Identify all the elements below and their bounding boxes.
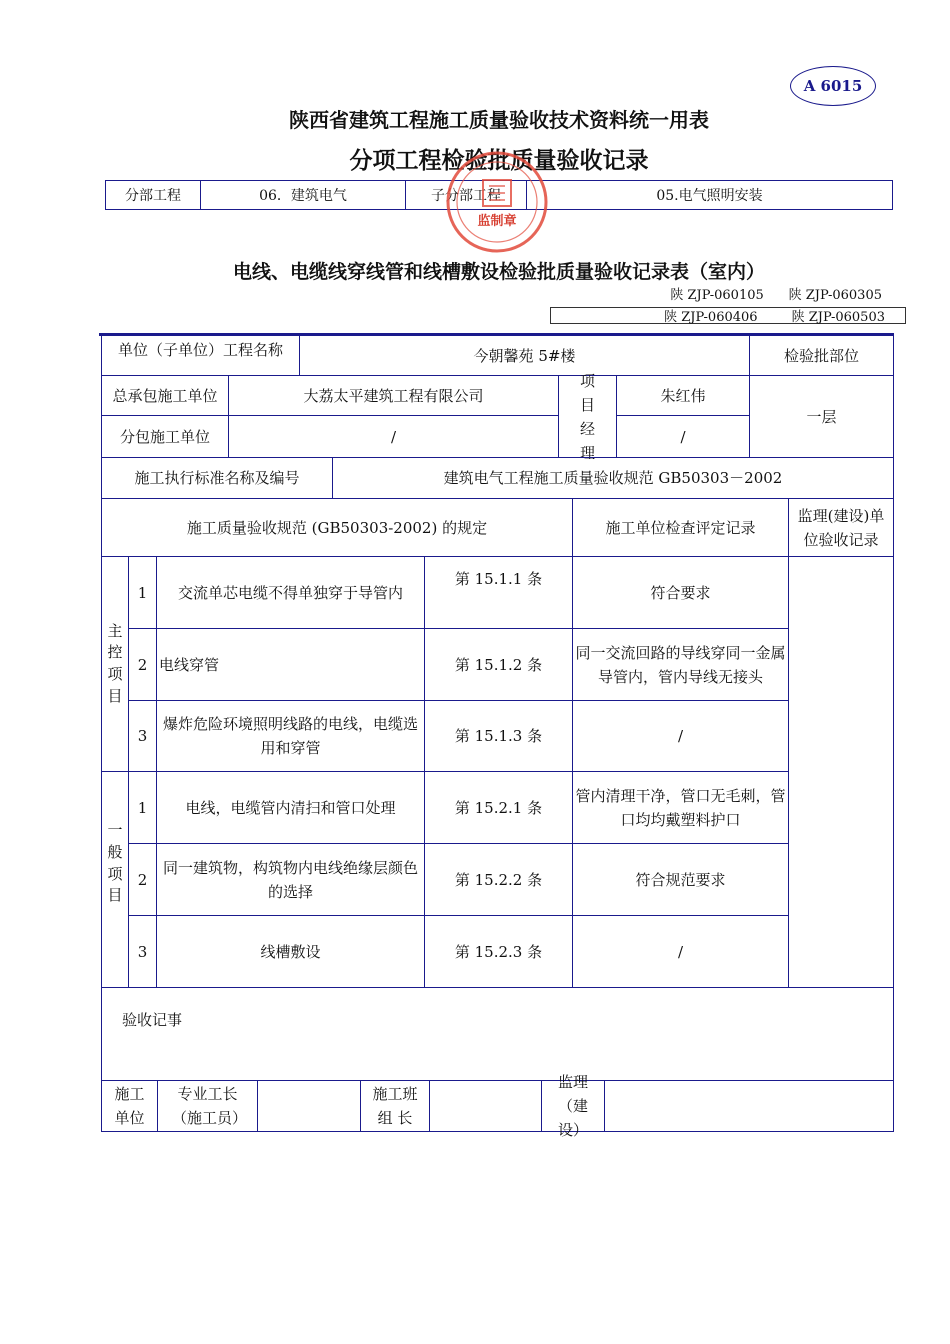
team-leader-label: 施工班组 长 [360,1080,430,1132]
batch-location-label: 检验批部位 [749,335,894,376]
item-number: 2 [128,843,157,916]
standard: 建筑电气工程施工质量验收规范 GB50303－2002 [332,457,894,499]
standard-codes-row2: 陕 ZJP-060406 陕 ZJP-060503 [550,307,906,324]
seal-label: 监制章 [477,214,517,229]
item-description: 交流单芯电缆不得单独穿于导管内 [156,556,425,629]
standard-codes-row1: 陕 ZJP-060105 陕 ZJP-060305 [670,288,882,303]
sub-project-manager: / [616,415,750,458]
item-number: 1 [128,771,157,844]
project-manager-label: 项目经理 [558,375,617,458]
project-name: 今朝馨苑 5#楼 [299,335,750,376]
main-control-group-label: 主 控 项 目 [101,556,129,772]
item-clause: 第 15.2.3 条 [424,915,573,988]
supervision-seal [445,150,549,254]
division-value: 06．建筑电气 [201,181,406,209]
foreman-label: 专业工长（施工员） [157,1080,258,1132]
item-number: 3 [128,915,157,988]
spec-header: 施工质量验收规范 (GB50303-2002) 的规定 [101,498,573,557]
general-group-label: 一 般 项 目 [101,771,129,988]
form-number-badge: A 6015 [790,66,876,106]
item-clause: 第 15.2.1 条 [424,771,573,844]
item-description: 电线穿管 [156,628,425,701]
team-leader-signature [429,1080,542,1132]
supervision-record [788,556,894,988]
general-contractor: 大荔太平建筑工程有限公司 [228,375,559,416]
subdivision-label: 子分部工程 [406,181,527,209]
item-result: / [572,915,789,988]
form-title: 分项工程检验批质量验收记录 [349,147,649,174]
subcontractor-label: 分包施工单位 [101,415,229,458]
foreman-signature [257,1080,361,1132]
item-description: 爆炸危险环境照明线路的电线，电缆选用和穿管 [156,700,425,772]
supervise-header: 监理(建设)单位验收记录 [788,498,894,557]
item-result: / [572,700,789,772]
item-description: 同一建筑物，构筑物内电线绝缘层颜色的选择 [156,843,425,916]
general-contractor-label: 总承包施工单位 [101,375,229,416]
item-number: 1 [128,556,157,629]
check-header: 施工单位检查评定记录 [572,498,789,557]
item-clause: 第 15.1.1 条 [424,556,573,629]
item-result: 符合规范要求 [572,843,789,916]
form-series-title: 陕西省建筑工程施工质量验收技术资料统一用表 [289,108,709,132]
item-clause: 第 15.1.2 条 [424,628,573,701]
project-manager: 朱红伟 [616,375,750,416]
supervisor-label: 监理（建设） [541,1080,605,1132]
batch-location: 一层 [749,375,894,458]
construction-unit-label: 施工单位 [101,1080,158,1132]
division-label: 分部工程 [106,181,201,209]
standard-label: 施工执行标准名称及编号 [101,457,333,499]
project-name-label: 单位（子单位）工程名称 [101,335,300,376]
item-clause: 第 15.2.2 条 [424,843,573,916]
item-clause: 第 15.1.3 条 [424,700,573,772]
subcontractor: / [228,415,559,458]
item-number: 2 [128,628,157,701]
item-description: 线槽敷设 [156,915,425,988]
item-result: 管内清理干净，管口无毛刺，管口均均戴塑料护口 [572,771,789,844]
supervisor-signature [604,1080,894,1132]
table-title: 电线、电缆线穿线管和线槽敷设检验批质量验收记录表（室内） [232,261,765,283]
item-result: 同一交流回路的导线穿同一金属导管内，管内导线无接头 [572,628,789,701]
subdivision-value: 05.电气照明安装 [656,188,763,204]
acceptance-note: 验收记事 [101,987,894,1081]
item-result: 符合要求 [572,556,789,629]
item-description: 电线，电缆管内清扫和管口处理 [156,771,425,844]
item-number: 3 [128,700,157,772]
